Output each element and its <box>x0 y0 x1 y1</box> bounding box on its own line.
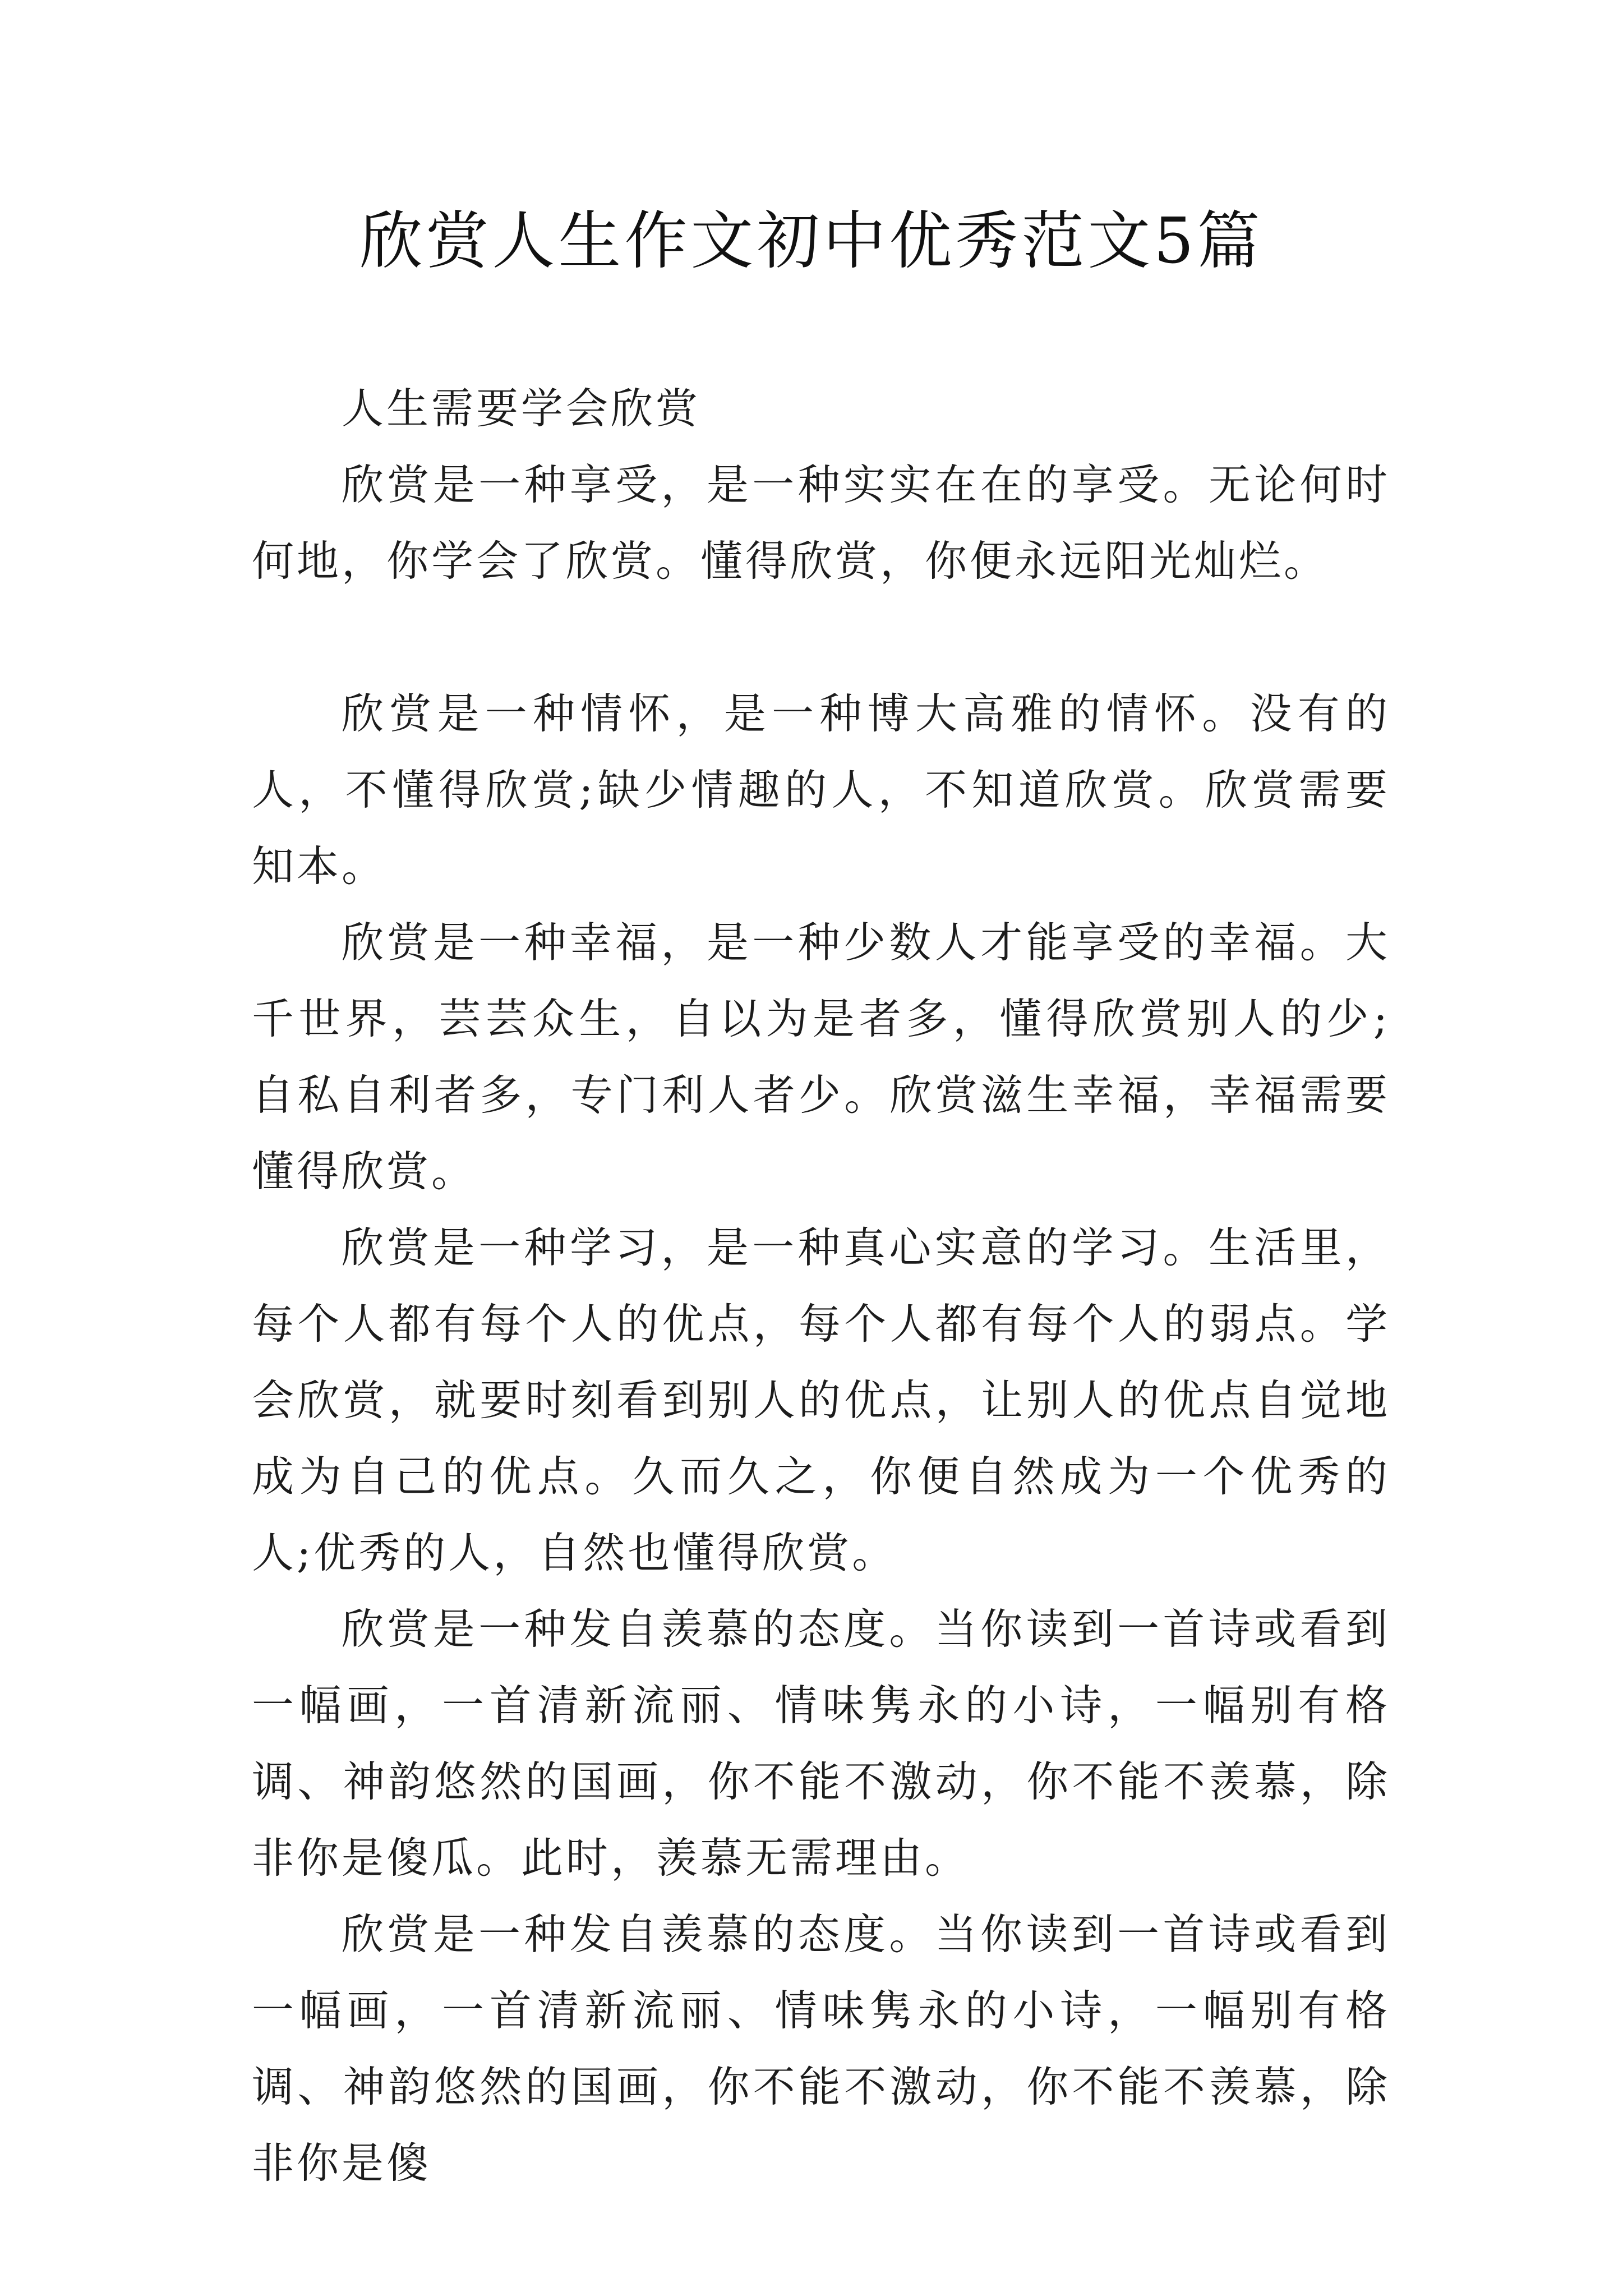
paragraph: 欣赏是一种学习，是一种真心实意的学习。生活里，每个人都有每个人的优点，每个人都有每个人的弱点。学会欣赏，就要时刻看到别人的优点，让别人的优点自觉地成为自己的优点。久而久之，你便自然成为一个优秀的人;优秀的人，自然也懂得欣赏。 <box>252 1223 1390 1577</box>
document-body <box>252 370 1390 2201</box>
document-title: 欣赏人生作文初中优秀范文5篇 <box>359 205 1264 278</box>
paragraph: 欣赏是一种幸福，是一种少数人才能享受的幸福。大千世界，芸芸众生，自以为是者多，懂得欣赏别人的少;自私自利者多，专门利人者少。欣赏滋生幸福，幸福需要懂得欣赏。 <box>252 918 1390 1196</box>
paragraph: 欣赏是一种发自羡慕的态度。当你读到一首诗或看到一幅画，一首清新流丽、情味隽永的小诗，一幅别有格调、神韵悠然的国画，你不能不激动，你不能不羡慕，除非你是傻瓜。此时，羡慕无需理由。 <box>252 1604 1390 1883</box>
paragraph: 欣赏是一种情怀，是一种博大高雅的情怀。没有的人，不懂得欣赏;缺少情趣的人，不知道欣赏。欣赏需要知本。 <box>252 689 1390 891</box>
paragraph-heading: 人生需要学会欣赏 <box>342 384 701 433</box>
paragraph: 欣赏是一种享受，是一种实实在在的享受。无论何时何地，你学会了欣赏。懂得欣赏，你便永远阳光灿烂。 <box>252 460 1390 586</box>
paragraph: 欣赏是一种发自羡慕的态度。当你读到一首诗或看到一幅画，一首清新流丽、情味隽永的小诗，一幅别有格调、神韵悠然的国画，你不能不激动，你不能不羡慕，除非你是傻 <box>252 1910 1390 2188</box>
